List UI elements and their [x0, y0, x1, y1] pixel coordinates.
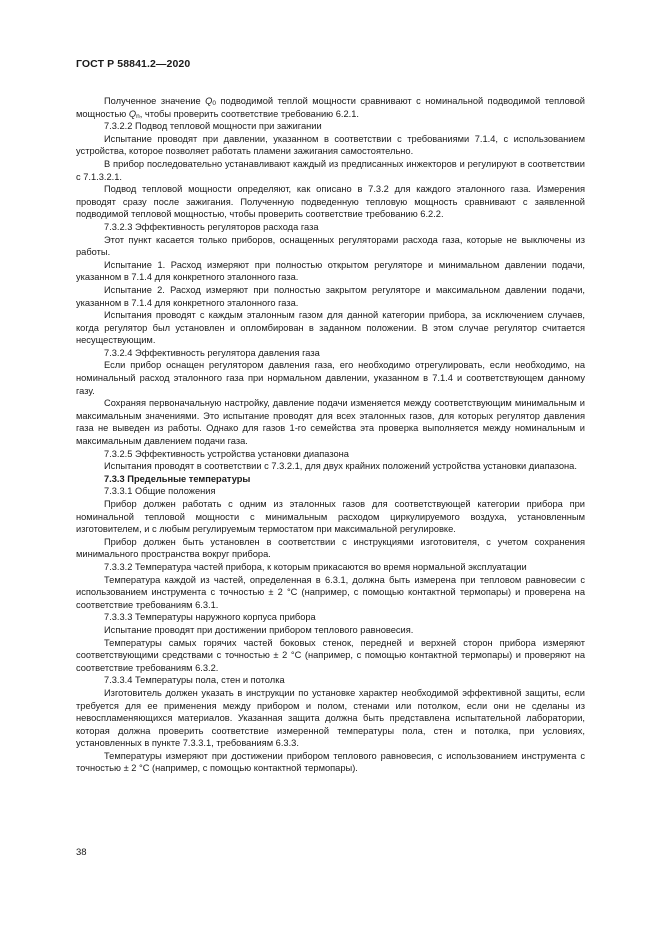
paragraph: 7.3.3.2 Температура частей прибора, к которым прикасаются во время нормальной эксплуатации [104, 561, 527, 572]
paragraph: Полученное значение $Q_0$ подводимой теплой мощности сравнивают с номинальной подводимой тепловой мощностью $Q_n$, чтобы проверить соответствие требованию 6.2.1. [76, 96, 585, 120]
paragraph: 7.3.2.3 Эффективность регуляторов расхода газа [104, 221, 319, 232]
subscript: 0 [212, 100, 217, 107]
paragraph: 7.3.3.4 Температуры пола, стен и потолка [104, 675, 285, 686]
paragraph: Испытание 1. Расход измеряют при полностью открытом регуляторе и минимальном давлении подачи, указанном в 7.1.4 для конкретного эталонного газа. [76, 259, 585, 283]
paragraph: Этот пункт касается только приборов, оснащенных регуляторами расхода газа, которые не выключены из работы. [76, 234, 585, 258]
paragraph: 7.3.2.4 Эффективность регулятора давления газа [104, 347, 320, 358]
document-body [76, 95, 585, 775]
paragraph: Прибор должен быть установлен в соответствии с инструкциями изготовителя, с учетом сохранения минимального пространства вокруг прибора. [76, 536, 585, 560]
paragraph: Температуры измеряют при достижении прибором теплового равновесия, с использованием инструмента с точностью ± 2 °C (например, с помощью контактной термопары). [76, 750, 585, 774]
paragraph: Температуры самых горячих частей боковых стенок, передней и верхней сторон прибора измеряют соответствующими средствами с точностью ± 2 °C (например, с помощью контактной термопары) и проверяют на соответствие требованиям 6.3.2. [76, 637, 585, 673]
paragraph: 7.3.3.1 Общие положения [104, 486, 216, 497]
paragraph: Изготовитель должен указать в инструкции по установке характер необходимой эффективной защиты, если требуется для ее применения между прибором и полом, стенами или потолком, если они не сделаны из невоспламеняющихся материалов. Указанная защита должна быть представлена испытательной лаборатории, которая должна проверить соответствие измеренной температуры пола, стен и потолка, при условиях, установленных в пункте 7.3.3.1, требованиям 6.3.3. [76, 687, 585, 749]
paragraph: 7.3.2.5 Эффективность устройства установки диапазона [104, 448, 349, 459]
paragraph: Испытания проводят в соответствии с 7.3.2.1, для двух крайних положений устройства установки диапазона. [104, 461, 577, 472]
paragraph: Если прибор оснащен регулятором давления газа, его необходимо отрегулировать, если необходимо, на номинальный расход эталонного газа при нормальном давлении, указанном в 7.1.4 и соответствующем данному газу. [76, 360, 585, 396]
section-heading: 7.3.3 Предельные температуры [104, 473, 251, 484]
page-number: 38 [76, 847, 87, 858]
paragraph: Испытания проводят с каждым эталонным газом для данной категории прибора, за исключением случаев, когда регулятор был установлен и опломбирован в заданном положении. В этом случае регулятор считается несуществующим. [76, 310, 585, 346]
document-header: ГОСТ Р 58841.2—2020 [76, 58, 191, 70]
subscript: n [136, 112, 140, 120]
paragraph: В прибор последовательно устанавливают каждый из предписанных инжекторов и регулируют в соответствии с 7.1.3.2.1. [76, 158, 585, 182]
paragraph: 7.3.2.2 Подвод тепловой мощности при зажигании [104, 121, 322, 132]
symbol: Q [205, 96, 213, 106]
paragraph: 7.3.3.3 Температуры наружного корпуса прибора [104, 612, 316, 623]
paragraph: Подвод тепловой мощности определяют, как описано в 7.3.2 для каждого эталонного газа. Измерения проводят сразу после зажигания. Полученную подведенную тепловую мощность сравнивают с заявленной подводимой тепловой мощностью, чтобы проверить соответствие требованию 6.2.2. [76, 184, 585, 220]
paragraph: Испытание проводят при давлении, указанном в соответствии с требованиями 7.1.4, с использованием устройства, которое позволяет работать пламени зажигания самостоятельно. [76, 133, 585, 157]
paragraph: Температура каждой из частей, определенная в 6.3.1, должна быть измерена при тепловом равновесии с использованием инструмента с точностью ± 2 °C (например, с помощью контактной термопары) и проверена на соответствие требованиям 6.3.1. [76, 574, 585, 610]
paragraph: Испытание проводят при достижении прибором теплового равновесия. [104, 624, 414, 635]
symbol: Q [128, 108, 137, 119]
paragraph: Испытание 2. Расход измеряют при полностью закрытом регуляторе и максимальном давлении подачи, указанном в 7.1.4 для конкретного эталонного газа. [76, 284, 585, 308]
paragraph: Прибор должен работать с одним из эталонных газов для соответствующей категории прибора при номинальной тепловой мощности с минимальным расходом циркулируемого воздуха, установленным изготовителем, и с любым регулируемым термостатом при максимальной регулировке. [76, 499, 585, 535]
paragraph: Сохраняя первоначальную настройку, давление подачи изменяется между соответствующим минимальным и максимальным значениями. Это испытание проводят для всех эталонных газов, для которых регулятор давления газа не выведен из работы. Однако для газов 1-го семейства эта проверка выполняется между номинальным и максимальным давлением подачи газа. [76, 398, 585, 447]
